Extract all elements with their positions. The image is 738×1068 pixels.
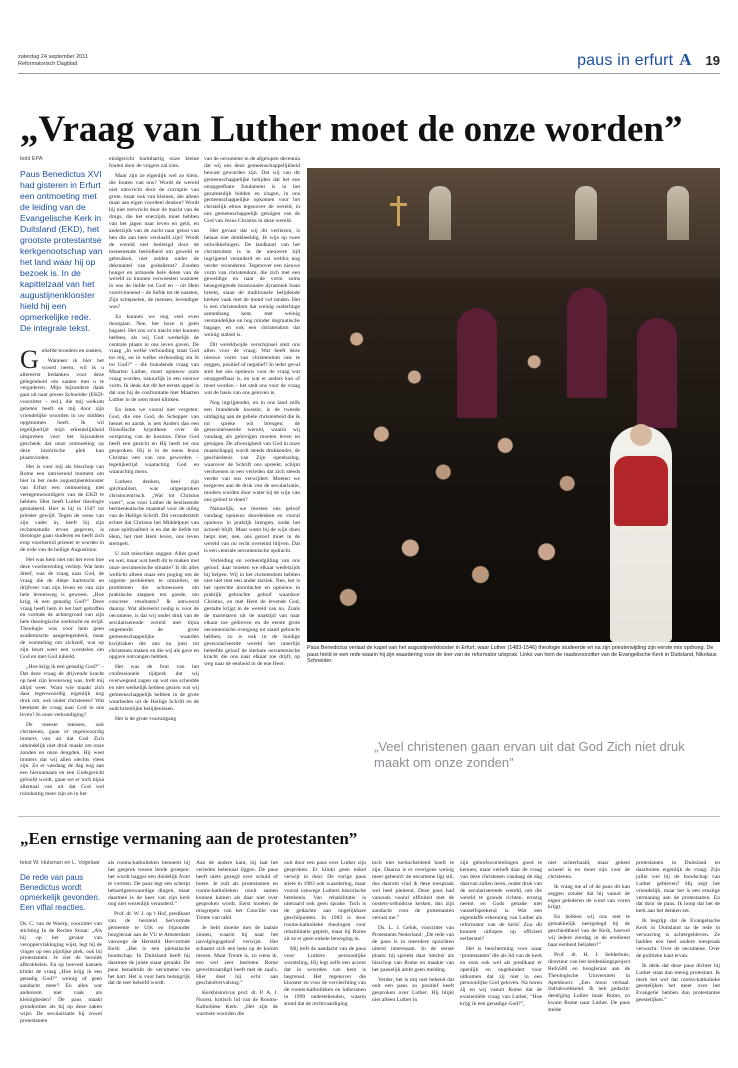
altar-cross	[397, 196, 400, 226]
paragraph: Ik denk dat deze paus dichter bij Luther staat dan menig protestant. Ik merk het wel dat rooms-katholieke geestelijken het meer over het Evangelie hebben dan protestantse geestelijken.”	[636, 962, 720, 1004]
paragraph: Het was hem niet om het even hoe deze voorbereiding verliep. Wat hem dreef, was de vraag naar God, de vraag die de diepe hartstocht en drijfveer van zijn leven en van zijn hele levensweg is geweest. „Hoe krijg ik een genadig God?” Deze vraag heeft hem in het hart getroffen en vormde de achtergrond van zijn hele theologische zoektocht en strijd. Theologie was voor hem geen academische aangelegenheid, maar de worsteling om zichzelf, wat op zijn beurt weer een worstelen om God en met God inhield.	[20, 557, 104, 660]
paragraph: Aan de andere kant, hij laat het verleden helemaal liggen. De paus heeft niets gezegd over schuld of boete. Je zult als protestanten en rooms-katholieken nooit samen kunnen komen als daar niet over gesproken wordt. Eerst moeten de misgrepen van het Concilie van Trente van tafel.	[196, 860, 278, 922]
paragraph: Mij treft de aandacht van de paus voor Luthers persoonlijke worsteling. Hij legt zelfs een accent dat in woorden van hem is begrensd. Het tegenover die klooster en voor de vervlechting van de rooms-katholieken en lutheranen in 1999 ondertekenden, waarin stond dat de rechtvaardiging	[284, 945, 366, 1008]
article-separator	[18, 816, 720, 817]
paragraph: Ds. C. van de Woerp, voorzitter van stichting In de Rechte Straat: „Als hij op het gevaar van veroppervlakkiging wijst, legt hij de vinger op een pijnlijke plek, ook bij protestanten. Je ziet de heroïek afbrokkelen. En op hoeveel kansels klinkt de vraag „Hoe krijg ik een genadig God?” weinig of geen aandacht meer? En alles wat andersom niet vaak als kleinigheden? De paus maakt grondnoties als bij op deze zaken wijst. De secularisatie bij zowel protestanten	[20, 920, 102, 1024]
section-letter: A	[679, 50, 692, 69]
paragraph: Verleiding en verleendgilling van ons geloof, daar moeten we elkaar wederzijds bij helpen. Wij in het christendom hebben niet niet met een ander tactiek. Nee, het is het oprechte doordachte en opnieuw in praktijk gebrachte geloof waardoor Christus, en met Hem de levende God, gestalte krijgt in de wereld van nu. Zoals de martelaren uit de naaktijd van naar elkaar toe gedreven en de eerste grote oecumenische overgang tot stand gebracht hebben, zo is ook in de huidige geseculariseerde wereld het innerlijk beleefde geloof de sterkste oecumenische kracht die ons naar elkaar toe drijft, op weg naar de eenheid in de ene Heer.	[204, 557, 300, 668]
article-column-2	[109, 156, 199, 806]
second-column-5	[372, 860, 454, 1060]
paragraph: De meeste mensen, ook christenen, gaan er tegenwoordig immers van uit dat God Zich uiteindelijk niet druk maakt om onze zonden en onze deugden. Hij weet immers dat wij allen slechts vlees zijn. Zo er vandaag de dag nog aan een hiernamaals en een Godsgericht geloofd wordt, gaan we er toch bijna allemaal van uit dat God wel ruimhartig meer zijn en in het	[20, 722, 104, 798]
header-rule	[18, 73, 720, 74]
page-header-left	[18, 54, 88, 68]
article-column-3	[204, 156, 300, 806]
section-name: paus in erfurt	[577, 52, 674, 69]
church-window	[429, 186, 451, 240]
paragraph: Maar zijn ze eigenlijk wel zo klein, die fouten van ons? Wordt de wereld niet ontwricht door de corruptie van grote, maar ook van kleinen, die alleen maar aan eigen voordeel denken? Wordt hij niet ontwricht door de macht van de drugs, die het enerzijds moet hebben van het jagen naar leven en geld, en anderzijds van de zucht naar genot van hen die aan hem verslaafd zijn? Wordt de wereld niet bedreigd door de toenemende bereidheid om geweld te gebruiken, niet zelden onder de dekmantel van godsdienst? Zouden honger en armoede hele delen van de wereld zo kunnen verwoesten wanneer in ons de liefde tot God en – uit Hem voortvloeiend – de liefde tot de naasten, Zijn schepselen, de mensen, levendiger was?	[109, 172, 199, 311]
news-photo	[307, 168, 720, 642]
paragraph: Nog ingrijpender, en in ons land zelfs een brandende kwestie, is de tweede uitdaging aan de gehele christenheid die ik tot spreke wil brengen: de geseculariseerde wereld, waarin wij vandaag als gelovigen moeten leven en getuigen. De afwezigheid van God in onze maatschappij wordt steeds drukkender, de geschiedenis van Zijn openbaring, waarover de Schrift ons spreekt, schijnt verdwenen in een verleden dat zich steeds verder van ons verwijdert. Moeten we toegeven aan de druk van de secularisatie, modern worden door water bij de wijn van ons geloof te doen?	[204, 399, 300, 503]
paragraph: Het is bescherming voor waar ‘protestanten’ die als lid van de kerk en sons ook wel als predikant er openlijk en ongehindert voor uitkomen dat zij niet in een persoonlijke God geloven. Na horen zij en wij vanuit Rome dat de existentiële vraag van Luther, “Hoe krijg ik een genadige God?”,	[460, 945, 542, 1008]
article-column-1	[20, 156, 104, 806]
paragraph: als rooms-katholieken benoemt hij het gesprek tussen beide groepen: het wordt bagger een duidelijk front te vormen. De paus legt een scherpt behartigenswaardige dingen, maar daarmee is de keer van zijn kerk nog niet wezenlijk veranderd.”	[108, 860, 190, 908]
pull-quote: „Veel christenen gaan ervan uit dat God Zich niet druk maakt om onze zonden”	[374, 739, 685, 770]
clergy-figure	[637, 318, 677, 428]
article-title: „Vraag van Luther moet de onze worden”	[20, 109, 683, 150]
second-byline: tekst W. Hulsman en L. Vogelaar	[20, 860, 100, 866]
paragraph: toch niet kerkscheidend hoeft te zijn. Daarna is er overigens weinig meer gebeurd: de oecumene ligt stil, dus daarom vind ik deze toespraak wel heel pleitend. Deze paus had vanouds vooral affiniteit met de oosters-orthodoxe kerken, dus zijn aandacht voor de protestanten verrast me.”	[372, 860, 454, 922]
article-lead: Paus Benedictus XVI had gisteren in Erfurt een ontmoeting met de leiding van de Evangelische Kerk in Duitsland (EKD), het grootste protestantse kerkgenootschap van het land waar hij op bezoek is. In de kapittelzaal van het augustijnenklooster hield hij een opmerkelijke rede. De integrale tekst.	[20, 168, 103, 333]
second-lead: De rede van paus Benedictus wordt opmerkelijk gevonden. Een viftal reacties.	[20, 872, 101, 912]
second-column-4	[284, 860, 366, 1060]
page-header-right	[577, 50, 720, 70]
page-number: 19	[705, 53, 720, 68]
paragraph: Kerkhistoricus prof. dr. P. A. J. Noorst, kritisch lid van de Rooms-Katholieke Kerk: „Het zijn de warmste woorden die	[196, 990, 278, 1018]
paragraph: zijn geloofsworstelingen goed te kennen, maar verheft daar de vraag van deze christenen vandaag de dag daarvan zullen leren, onder druk van de seculariserende wereld, om die wereld te gronde richten, ernstig neemt en Gods genade niet vanzelfsprekend is. Wat een eigendaffe erkenning van Luther als reformator van de kerk! Zou dit kunnen uitlopen op officieel eerherstel?	[460, 860, 542, 942]
paragraph: protestanten in Duitsland en daarbuiten eigenlijk de vraag: Zijn jullie wel bij de boodschap van Luther gebleven? Hij zegt het vriendelijk, maar het is een ernstige vermaning aan de protestanten. En dat door de paus. Ik hoop dat het de kerk aan het denken zet.	[636, 860, 720, 915]
opening-paragraph: Geliefde broeders en zusters,	[20, 344, 103, 374]
paragraph: Het gevaar dat wij dit verliezen, is helaas niet denkbeeldig. Ik wijs op twee ontwikkelingen. De landkaart van het christendom is in de nieuwere tijd ingrijpend veranderd en zal weldra nog verder veranderen. Tegenover een nieuwe vorm van christendom, die zich met een geweldige en naar de vorm soms beangstigende missionaire dynamiek baan breekt, staan de traditionele belijdende kerken vaak met de mond vol tanden. Het is een christendom dat weinig onderlinge samenhang kent, met weinig verstandelijke en nog minder dogmatische bagage, en ook een christendom dat weinig stabiel is.	[204, 228, 300, 338]
paragraph: Luthers denken, heel zijn spiritualiteit, was uitgesproken christocentrisch. „Wat tot Christus voert”, was voor Luther de beslissende hermeneutische maatstaf voor de uitleg van de Heilige Schrift. Dit veronderstelt echter dat Christus het Middelpunt van onze spiritualiteit is en dat de liefde tot Hem, het met Hem leven, ons leven stempelt.	[109, 478, 199, 547]
paragraph: Prof. dr. H. J. Selderhuis, directeur van het heidenkingsproject Refo500 en hoogleraar aan de Theologische Universiteit in Apeldoorn: „Een mooi verhaal. Indrukwekkend. Ik heb gedacht: deed/ging Luther maar Rome, zo kwam Rome naar Luther. De paus stelde	[548, 951, 630, 1014]
second-article-title: „Een ernstige vermaning aan de protestanten”	[20, 829, 358, 848]
paragraph: niet achterhaald, maar geheel actueel is en moet zijn voor de christenen.	[548, 860, 630, 880]
photo-credit: bold EPA	[20, 156, 43, 162]
paragraph: eindgericht barmhartig onze kleine fouten door de vingers zal zien.	[109, 156, 199, 169]
paragraph: van de oecumene in de afgelopen decennia dat wij ons deze gemeenschappelijkheid bewust geworden zijn. Dat wij van dit gemeenschappelijke belijden dat het ene onopgeefbare fundament is in het gezamenlijk bidden en zingen, in ons gemeenschappelijke opkomen voor het christelijk ethos tegenover de wereld, in ons gemeenschappelijk getuigen van de God van Jezus Christus in deze wereld.	[204, 156, 300, 225]
church-wall	[307, 168, 720, 278]
paragraph: Dit wereldwijde verschijnsel stelt ons allen voor de vraag: Wat heeft deze nieuwe vorm van christendom ons te zeggen, positief of negatief? In ieder geval stelt het ons opnieuw voor de vraag wat onopgeefbaar is, en wat er anders kan of moet worden – het stelt ons voor de vraag wat de basis van ons geloven is.	[204, 341, 300, 396]
paragraph: Ik begrijp dat de Evangelische Kerk in Duitsland na de rede in verwarring is achtergebleven. Ze hadden een heel andere toespraak verwacht. Over de oecumene. Over de politieke kant ervan.	[636, 918, 720, 959]
paragraph: Zo kunnen we nog veel even doorgaan. Nee, het boze is geen bagatel. Het zou zo'n macht niet kunnen hebben, als wij God werkelijk de centrale plaats in ons leven gaven. De vraag „In welke verhouding staat God tot mij, en in welke verhouding sta ik tot God?” – die brandende vraag van Maarten Luther, moet opnieuw onze vraag worden, natuurlijk in een nieuwe vorm. Ik denk dat dit het eerste appel is dat ons bij de confrontatie met Maarten Luther in de oren moet klinken.	[109, 313, 199, 403]
paragraph: Je hebt moeite met de laatste zinnen, waarin hij naar het navolgingsgeloof verwijst. Het schaamt zich een hem op de kolom mezen. Maar Trente is, zo wens ik, een wel zeer besloten Rome gerechtvaardigd heeft met de zaal's. Hier doet hij echt aan geschiedvervalsing.”	[196, 925, 278, 987]
paragraph: Verder, het is mij niet bekend dat ooit een paus zo positief heeft gesproken over Luther. Hij blijkt niet alleen Luther in	[372, 976, 454, 1004]
paragraph: „Hoe krijg ik een genadig God?” – Dat deze vraag de drijvende kracht op heel zijn levensweg was, treft mij altijd weer. Want wie maakt zich daar tegenwoordig eigenlijk nog druk om, ook onder christenen? Wat betekent de vraag naar God in ons leven? In onze verkondiging?	[20, 663, 104, 719]
second-column-6	[460, 860, 542, 1060]
paragraph: Prof. dr. W. J. op 't Hof, predikant van de hersteld hervormde gemeente te Urk en bijzonder hoogleraar aan de VU te Amsterdam vanwege de Hersteld Hervormde Kerk: „Het is een pietistische boodschap. In Duitsland heeft hij daarmee de juiste snaar geraakt. De paus benadrukt de oecumene van het hart. Het is voor hem belangrijk dat de leer beleefd wordt.	[108, 911, 190, 987]
paragraph: Ik vraag me af of de paus dit kan zeggen zonder dat hij vanuit de eigen gelederen de wind van voren krijgt.	[548, 883, 630, 911]
church-window	[575, 186, 597, 240]
paragraph: Wanneer ik hier het woord neem, wil ik u allereerst bedanken voor deze gelegenheid om samen met u te vergaderen. Mijn bijzondere dank gaat uit naar preses Schneider (EKD-voorzitter – red.), die mij welkom geheten heeft en mij door zijn vriendelijke woorden in uw midden opgenomen heeft. Ik wil tegelijkertijd mijn erkentelijkheid uitspreken voor het bijzondere geschenk dat onze ontmoeting op deze historische plek kan plaatsvinden.	[20, 357, 104, 461]
paragraph: Het was de fout van het confessionele tijdperk dat wij overwegend zagen op wat ons scheidde en niet werkelijk hebben gezien wat wij gemeenschappelijk hebben in de grote waarheden uit de Heilige Schrift en de oudchristelijke belijdenissen.	[109, 664, 199, 712]
second-column-7	[548, 860, 630, 1060]
paragraph: En laten we vooral niet vergeten: God, die ene God, de Schepper van hemel en aarde, is iets Anders dan een filosofische hypothese over de oorsprong van de kosmos. Deze God heeft een gezicht en Hij heeft tot ons gesproken. Hij is in de mens Jezus Christus een van ons geworden – tegelijkertijd waarachtig God en waarachtig mens.	[109, 406, 199, 475]
newspaper-name: Reformatorisch Dagblad	[18, 61, 78, 67]
second-column-3	[196, 860, 278, 1060]
paragraph: U zult misschien zeggen: Alles goed en wel, maar wat heeft dit te maken met onze oecumenische situatie? Is dit alles wellicht alleen maar een poging om de urgente problemen te omzeilen, de problemen die schreeuwen om praktische stappen ten goede, om concrete resultaten? Ik antwoord daarop: Wat allereerst nodig is voor de oecumene, is dat wij onder druk van de seculariserende wereld niet bijna ongemerkt de grote gemeenschappelijke waarden kwijtraken die ons nu juist tot christenen maken en die wij als gave en opgave ontvangen hebben.	[109, 550, 199, 661]
second-column-1	[20, 860, 102, 1060]
paragraph: Natuurlijk, we moeten ons geloof vandaag opnieuw doordenken en vooral opnieuw in praktijk brengen, zodat het actueel blijft. Maar water bij de wijn doen helpt niet, nee, ons geloof moet in de wereld van nu recht overeind blijven. Dat is een centrale oecumenische opdracht.	[204, 506, 300, 554]
paragraph: Het is voor mij als bisschop van Rome een ontroerend moment om hier in het oude augustijnenklooster van Erfurt een ontmoeting met vertegenwoordigers van de EKD te hebben. Hier heeft Luther theologie gestudeerd. Hier is hij in 1507 tot priester gewijd. Tegen de wens van zijn vader in, heeft hij zijn rechtenstudie ervan gegeven, is theologie gaan studeren en heeft zich erop voorbereid priester te worden in de orde van de heilige Augustinus.	[20, 464, 104, 554]
paragraph: Ds. L. J. Geluk, voorzitter van Protestants Nederland: „De rede van de paus is in meerdere opzichten uiterst interessant. In de eerste plaats: hij spreekt daar 'slechts' als bisschop van Rome en maakte van het pauselijk ambt geen melding.	[372, 925, 454, 973]
drop-cap: G	[20, 344, 39, 374]
pope-figure	[610, 426, 672, 642]
clergy-figure	[457, 308, 497, 418]
paragraph: ooit door een paus over Luther zijn gesproken. Er klinkt geen enkel verwijt in door. De vorige paus stiete in 1983 ook waardering, maar vooral vanwege Luthers historische betekenis. Van rehabilitatie is uiteraard ook geen sprake. Toch is de gedachte aan ongelijkbare geschilpunten. In 1983 is door rooms-katholieke theologen voor rehabilitatie gepleit, maar bij Rome zit ze er geen enkele beweging in.	[284, 860, 366, 942]
photo-caption: Paus Benedictus verlaat de kapel van het augustijnenklooster in Erfurt, waar Luther (1483-1546) theologie studeerde en na zijn priesterwijding zijn eerste mis opdroeg. De paus hield er een rede waarin hij zijn waardering voor de leer van de reformator uitsprak. Links van hem de raadsvoorzitter van de Evangelische Kerk in Duitsland, Nikolaus Schneider.	[307, 645, 717, 665]
second-column-8	[636, 860, 720, 1060]
church-window	[667, 186, 689, 240]
clergy-figure	[567, 288, 607, 398]
paragraph: Het is de grote vooruitgang	[115, 715, 177, 722]
paragraph: En hebben wij ons niet te gemakkelijk neergelegd bij de geschiedtheid van de Kerk, hoewel wij iedere zondag in de eredienst haar eenheid belijden?”	[548, 914, 630, 948]
second-column-2	[108, 860, 190, 1060]
issue-date: zaterdag 24 september 2011	[18, 54, 88, 60]
